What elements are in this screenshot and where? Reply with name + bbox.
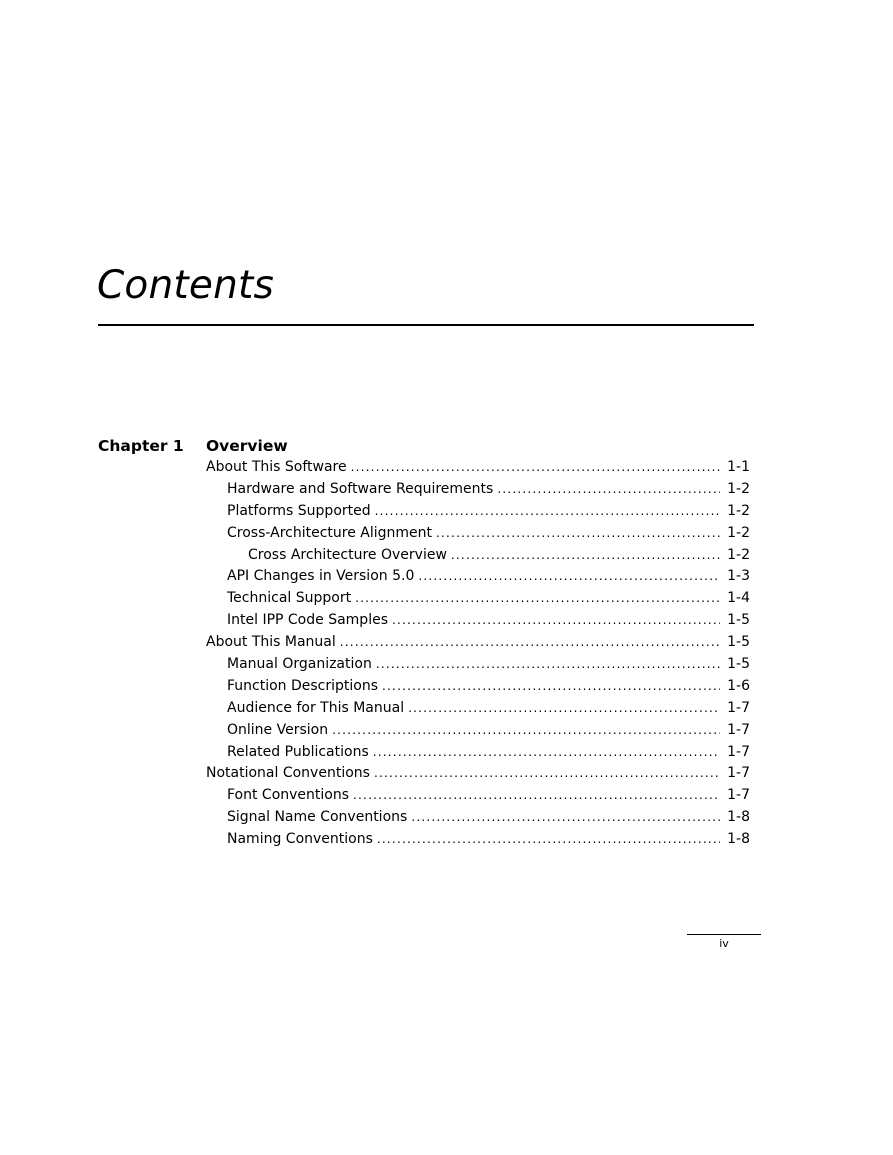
toc-page-number: 1-2: [727, 502, 750, 519]
toc-entry[interactable]: [206, 566, 750, 588]
toc-entry-title: Cross-Architecture Alignment: [227, 524, 433, 541]
toc-entry[interactable]: [206, 654, 750, 676]
toc-page-number: 1-5: [727, 656, 750, 673]
toc-entry[interactable]: [206, 457, 750, 479]
toc-entry-title: Platforms Supported: [227, 502, 371, 519]
toc-entry[interactable]: [206, 785, 750, 807]
toc-dot-leader: [436, 523, 720, 545]
toc-dot-leader: [353, 785, 720, 807]
toc-page-number: 1-8: [727, 831, 750, 848]
toc-entry[interactable]: [206, 632, 750, 654]
toc-entry[interactable]: [206, 698, 750, 720]
toc-dot-leader: [382, 676, 720, 698]
toc-page-number: 1-4: [727, 590, 750, 607]
toc-entry-title: About This Software: [206, 459, 347, 475]
toc-dot-leader: [355, 588, 720, 610]
toc-entry-title: Function Descriptions: [227, 677, 379, 694]
toc-entry[interactable]: [206, 501, 750, 523]
toc-entry[interactable]: [206, 720, 750, 742]
toc-page-number: 1-6: [727, 677, 750, 694]
toc-page-number: 1-7: [727, 721, 750, 738]
toc-dot-leader: [373, 742, 720, 764]
toc-entry-title: Naming Conventions: [227, 831, 373, 848]
toc-entry-title: Cross Architecture Overview: [248, 546, 447, 563]
toc-page-number: 1-8: [727, 809, 750, 826]
toc-page-number: 1-7: [727, 743, 750, 760]
toc-entry[interactable]: [206, 610, 750, 632]
toc-dot-leader: [451, 545, 720, 567]
toc-entry-title: Notational Conventions: [206, 765, 370, 782]
toc-page-number: 1-7: [727, 787, 750, 804]
toc-page-number: 1-2: [727, 480, 750, 497]
chapter-label: Chapter 1: [98, 437, 184, 455]
toc-entry-title: Signal Name Conventions: [227, 809, 408, 826]
toc-entry-title: Online Version: [227, 721, 329, 738]
toc-page-number: 1-7: [727, 699, 750, 716]
toc-dot-leader: [340, 632, 720, 654]
toc-entry[interactable]: [206, 807, 750, 829]
toc-page-number: 1-3: [727, 568, 750, 585]
footer-divider: [687, 934, 761, 935]
toc-entry-title: Audience for This Manual: [227, 699, 405, 716]
toc-entry-title: Intel IPP Code Samples: [227, 612, 388, 629]
toc-dot-leader: [376, 654, 720, 676]
toc-entry-title: Related Publications: [227, 743, 369, 760]
chapter-title: Overview: [206, 437, 288, 455]
toc-entry[interactable]: [206, 479, 750, 501]
toc-entry[interactable]: [206, 676, 750, 698]
toc-page-number: 1-7: [727, 765, 750, 782]
toc-page-number: 1-2: [727, 524, 750, 541]
toc-dot-leader: [332, 720, 720, 742]
toc-dot-leader: [377, 829, 720, 851]
toc-entry-title: Manual Organization: [227, 656, 372, 673]
toc-entry-title: API Changes in Version 5.0: [227, 568, 415, 585]
toc-page-number: 1-5: [727, 612, 750, 629]
footer-page-number: iv: [719, 937, 729, 950]
page-title: Contents: [97, 263, 275, 308]
toc-entry-title: Font Conventions: [227, 787, 350, 804]
toc-entry[interactable]: [206, 763, 750, 785]
toc-list: [206, 457, 750, 851]
title-divider: [98, 324, 754, 326]
toc-dot-leader: [375, 501, 720, 523]
toc-entry-title: Technical Support: [227, 590, 352, 607]
toc-dot-leader: [408, 698, 720, 720]
toc-page-number: 1-2: [727, 546, 750, 563]
toc-page-number: 1-5: [727, 634, 750, 651]
toc-dot-leader: [497, 479, 720, 501]
toc-entry[interactable]: [206, 523, 750, 545]
toc-entry[interactable]: [206, 742, 750, 764]
toc-dot-leader: [374, 763, 720, 785]
toc-entry[interactable]: [206, 545, 750, 567]
toc-entry-title: About This Manual: [206, 634, 336, 651]
toc-dot-leader: [351, 457, 720, 479]
toc-entry-title: Hardware and Software Requirements: [227, 480, 494, 497]
toc-dot-leader: [411, 807, 720, 829]
toc-dot-leader: [392, 610, 720, 632]
toc-entry[interactable]: [206, 829, 750, 851]
toc-dot-leader: [418, 566, 720, 588]
toc-entry[interactable]: [206, 588, 750, 610]
toc-page-number: 1-1: [727, 459, 750, 475]
